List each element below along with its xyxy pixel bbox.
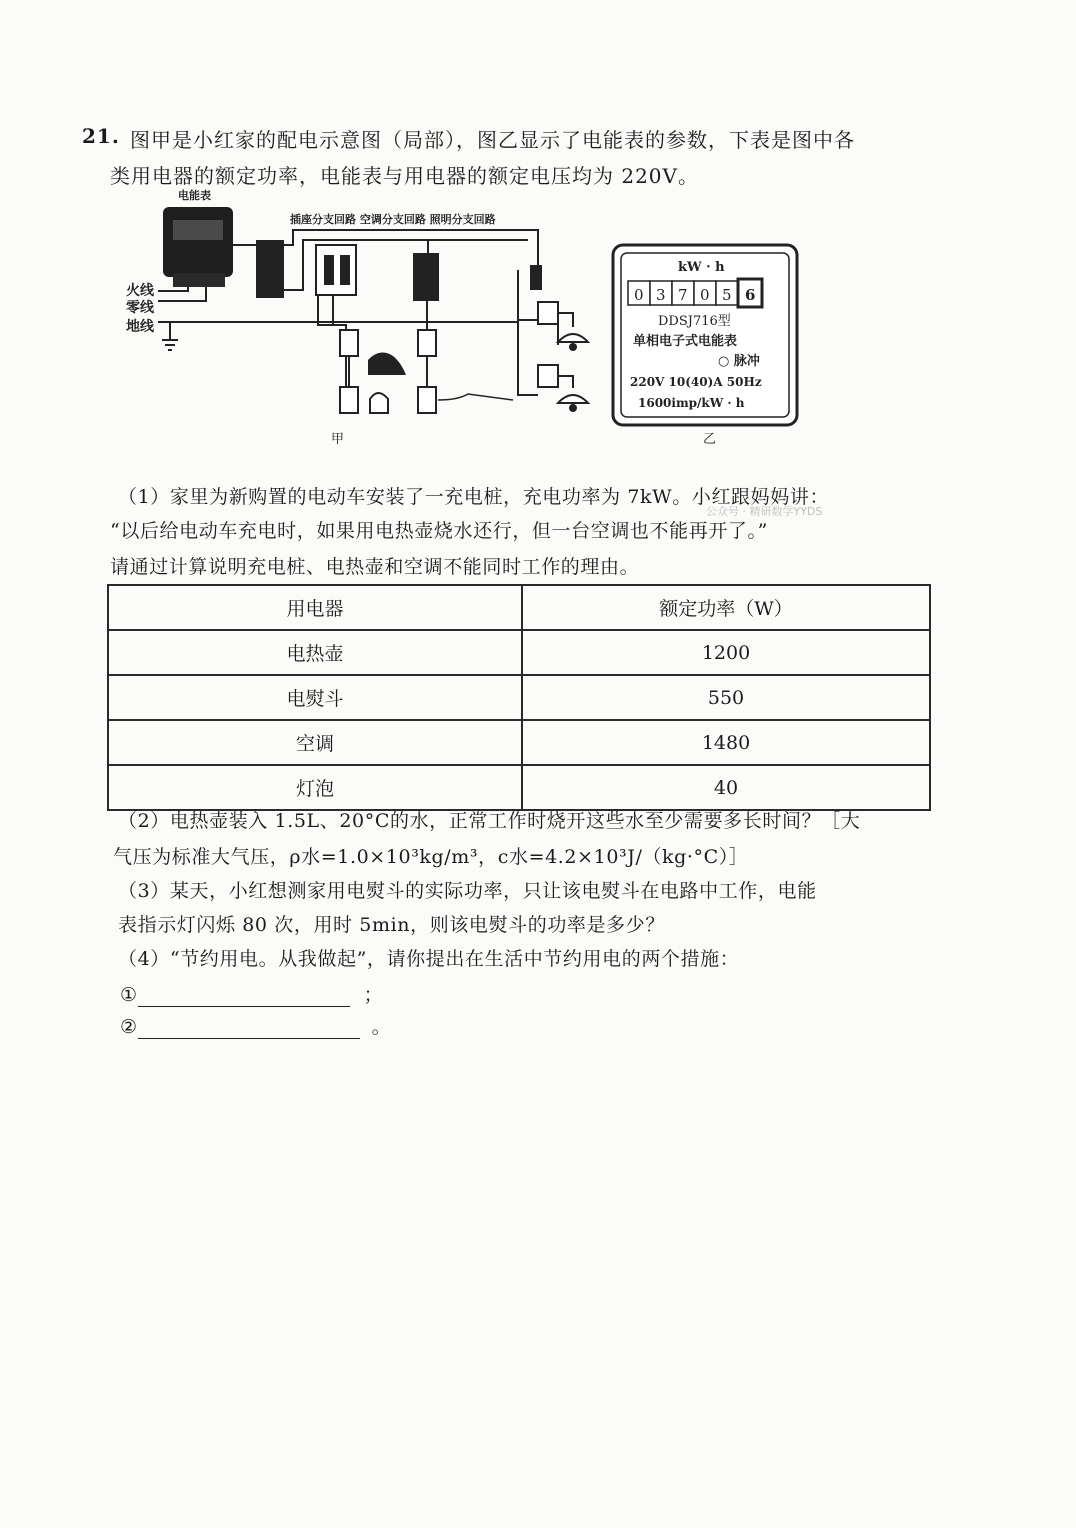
socket-outlet-1: [340, 330, 358, 356]
blank1-punct: ；: [363, 984, 384, 1006]
meter-pulse-indicator: ○ 脉冲: [718, 354, 760, 369]
figure-caption-jia: 甲: [331, 432, 345, 447]
appliance-power: 550: [522, 675, 930, 720]
figure-caption-yi: 乙: [703, 432, 717, 447]
blank2-line[interactable]: [138, 1020, 360, 1039]
ac-cord: [438, 394, 513, 400]
light-switch-2: [538, 365, 558, 387]
appliance-power: 1200: [522, 630, 930, 675]
part2-line1: （2）电热壶装入 1.5L、20°C的水，正常工作时烧开这些水至少需要多长时间？［大: [118, 810, 861, 832]
ac-outlet-1: [418, 330, 436, 356]
question-intro-line2: 类用电器的额定功率，电能表与用电器的额定电压均为 220V。: [110, 164, 699, 188]
main-switch: [256, 240, 284, 298]
circuit-figure: [118, 185, 818, 450]
meter-type: 单相电子式电能表: [633, 334, 738, 349]
meter-rating: 220V 10(40)A 50Hz: [630, 375, 762, 389]
part4-line1: （4）“节约用电。从我做起”，请你提出在生活中节约用电的两个措施：: [118, 948, 740, 970]
appliance-name: 电熨斗: [108, 675, 522, 720]
watermark-text: 公众号 · 精研数学YYDS: [706, 505, 823, 518]
iron-icon: [368, 352, 406, 375]
answer-blank-1: [120, 980, 383, 1007]
meter-label: 电能表: [178, 189, 211, 202]
meter-unit: kW · h: [678, 260, 725, 275]
question-number: 21.: [82, 124, 120, 148]
meter-window: [173, 220, 223, 240]
ac-breaker: [413, 253, 439, 301]
meter-base: [173, 273, 225, 287]
part3-line2: 表指示灯闪烁 80 次，用时 5min，则该电熨斗的功率是多少？: [118, 914, 665, 936]
part1-line1: （1）家里为新购置的电动车安装了一充电桩，充电功率为 7kW。小红跟妈妈讲：: [118, 486, 830, 508]
meter-digit-2: 3: [656, 286, 666, 304]
meter-digit-5: 5: [722, 286, 732, 304]
lighting-fuse: [530, 265, 542, 290]
table-row: [108, 675, 930, 720]
appliance-power: 40: [522, 765, 930, 810]
appliance-power: 1480: [522, 720, 930, 765]
kettle-icon: [370, 393, 388, 413]
meter-model: DDSJ716型: [658, 314, 731, 329]
part3-line1: （3）某天，小红想测家用电熨斗的实际功率，只让该电熨斗在电路中工作，电能: [118, 880, 817, 902]
neutral-wire-label: 零线: [126, 300, 154, 316]
blank1-line[interactable]: [138, 988, 350, 1007]
blank2-punct: 。: [371, 1016, 392, 1038]
appliance-name: 空调: [108, 720, 522, 765]
bulb-icon-1: [558, 334, 588, 342]
table-row: [108, 720, 930, 765]
meter-nameplate-yi: [613, 245, 797, 447]
table-header-row: [108, 585, 930, 630]
header-rated-power: 额定功率（W）: [522, 585, 930, 630]
appliance-name: 灯泡: [108, 765, 522, 810]
blank1-marker: ①: [120, 984, 138, 1006]
header-appliance: 用电器: [108, 585, 522, 630]
meter-digits: [628, 279, 762, 307]
meter-constant: 1600imp/kW · h: [638, 396, 745, 410]
appliance-name: 电热壶: [108, 630, 522, 675]
part1-line3: 请通过计算说明充电桩、电热壶和空调不能同时工作的理由。: [110, 556, 640, 578]
part1-line2: “以后给电动车充电时，如果用电热壶烧水还行，但一台空调也不能再开了。”: [110, 520, 768, 542]
table-row: [108, 630, 930, 675]
rated-power-table: [107, 584, 931, 811]
question-intro-line1: 图甲是小红家的配电示意图（局部），图乙显示了电能表的参数，下表是图中各: [130, 128, 855, 152]
blank2-marker: ②: [120, 1016, 138, 1038]
part2-line2: 气压为标准大气压，ρ水=1.0×10³kg/m³，c水=4.2×10³J/（kg·°C）］: [113, 846, 749, 868]
light-switch-1: [538, 302, 558, 324]
branch-labels: 插座分支回路 空调分支回路 照明分支回路: [290, 213, 496, 226]
socket-outlet-2: [340, 387, 358, 413]
ac-outlet-2: [418, 387, 436, 413]
meter-digit-1: 0: [634, 286, 644, 304]
electricity-meter: [163, 207, 233, 277]
answer-blank-2: [120, 1012, 391, 1039]
meter-digit-4: 0: [700, 286, 710, 304]
live-wire-label: 火线: [126, 283, 154, 299]
ground-wire-label: 地线: [126, 319, 154, 335]
meter-digit-6: 6: [745, 286, 756, 304]
bulb-icon-2: [558, 395, 588, 403]
table-row: [108, 765, 930, 810]
meter-digit-3: 7: [678, 286, 688, 304]
distribution-diagram-jia: [126, 188, 588, 447]
